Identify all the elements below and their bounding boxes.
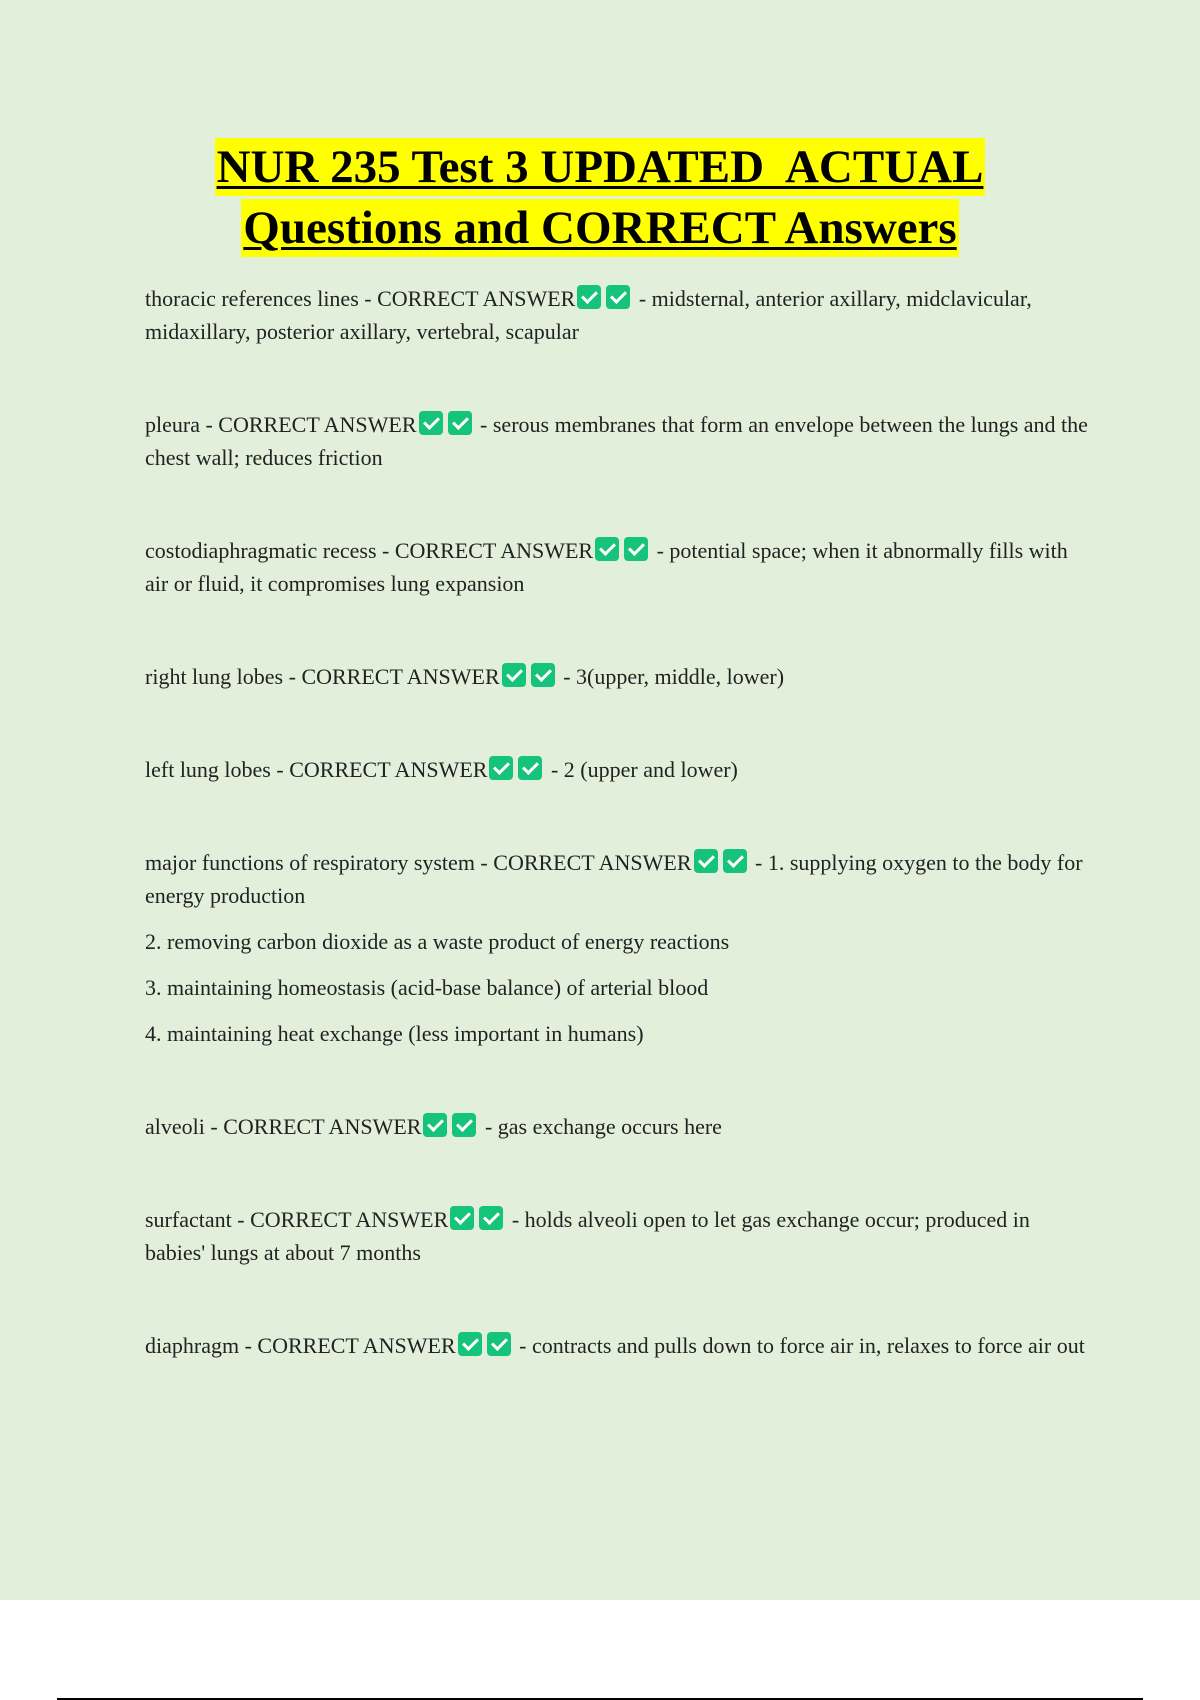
qa-text — [145, 1110, 1095, 1143]
qa-item — [145, 408, 1095, 474]
green-checkbox-icon — [489, 756, 513, 780]
qa-item — [145, 660, 1095, 693]
qa-item — [145, 846, 1095, 1050]
qa-text — [145, 282, 1095, 348]
correct-answer-label: CORRECT ANSWER — [377, 286, 576, 311]
qa-item — [145, 753, 1095, 786]
correct-answer-label: CORRECT ANSWER — [289, 757, 488, 782]
qa-item — [145, 1203, 1095, 1269]
green-checkbox-icon — [487, 1332, 511, 1356]
correct-answer-label: CORRECT ANSWER — [250, 1207, 449, 1232]
qa-list — [145, 282, 1095, 1362]
qa-text — [145, 660, 1095, 693]
green-checkbox-icon — [595, 537, 619, 561]
qa-term: left lung lobes - — [145, 757, 290, 782]
qa-answer: - potential space; when it abnormally fills with air or fluid, it compromises lung expansion — [145, 538, 1068, 596]
qa-answer: - holds alveoli open to let gas exchange occur; produced in babies' lungs at about 7 months — [145, 1207, 1030, 1265]
qa-text — [145, 753, 1095, 786]
green-checkbox-icon — [694, 849, 718, 873]
qa-answer: - contracts and pulls down to force air in, relaxes to force air out — [513, 1333, 1085, 1358]
qa-item — [145, 1110, 1095, 1143]
qa-term: pleura - — [145, 412, 219, 437]
qa-text — [145, 846, 1095, 912]
correct-answer-label: CORRECT ANSWER — [493, 850, 692, 875]
green-checkbox-icon — [577, 285, 601, 309]
green-checkbox-icon — [624, 537, 648, 561]
qa-answer: - serous membranes that form an envelope between the lungs and the chest wall; reduces friction — [145, 412, 1088, 470]
green-checkbox-icon — [452, 1113, 476, 1137]
green-checkbox-icon — [423, 1113, 447, 1137]
correct-answer-label: CORRECT ANSWER — [257, 1333, 456, 1358]
qa-answer: - 3(upper, middle, lower) — [557, 664, 785, 689]
green-checkbox-icon — [606, 285, 630, 309]
correct-answer-label: CORRECT ANSWER — [394, 538, 594, 563]
qa-text — [145, 1203, 1095, 1269]
green-checkbox-icon — [531, 663, 555, 687]
qa-answer: - 1. supplying oxygen to the body for energy production — [145, 850, 1083, 908]
green-checkbox-icon — [419, 411, 443, 435]
qa-term: alveoli - — [145, 1114, 224, 1139]
qa-text — [145, 1329, 1095, 1362]
qa-text — [145, 534, 1095, 600]
green-checkbox-icon — [518, 756, 542, 780]
title-line-2: Questions and CORRECT Answers — [241, 199, 958, 257]
qa-answer-continuation: 4. maintaining heat exchange (less important in humans) — [145, 1021, 644, 1046]
qa-item — [145, 282, 1095, 348]
qa-answer: - midsternal, anterior axillary, midclavicular, midaxillary, posterior axillary, vertebral, scapular — [145, 286, 1032, 344]
correct-answer-label: CORRECT ANSWER — [218, 412, 417, 437]
qa-answer-continuation: 2. removing carbon dioxide as a waste product of energy reactions — [145, 929, 730, 954]
qa-term: costodiaphragmatic recess - — [145, 538, 395, 563]
qa-term: right lung lobes - — [145, 664, 302, 689]
green-checkbox-icon — [458, 1332, 482, 1356]
qa-term: surfactant - — [145, 1207, 251, 1232]
qa-term: thoracic references lines - — [145, 286, 378, 311]
correct-answer-label: CORRECT ANSWER — [223, 1114, 422, 1139]
correct-answer-label: CORRECT ANSWER — [301, 664, 500, 689]
qa-text — [145, 408, 1095, 474]
qa-term: major functions of respiratory system - — [145, 850, 494, 875]
green-checkbox-icon — [723, 849, 747, 873]
qa-answer-continuation: 3. maintaining homeostasis (acid-base balance) of arterial blood — [145, 975, 709, 1000]
green-checkbox-icon — [450, 1206, 474, 1230]
green-checkbox-icon — [479, 1206, 503, 1230]
qa-item — [145, 534, 1095, 600]
green-checkbox-icon — [502, 663, 526, 687]
qa-answer: - gas exchange occurs here — [479, 1114, 722, 1139]
qa-answer: - 2 (upper and lower) — [545, 757, 738, 782]
qa-term: diaphragm - — [145, 1333, 258, 1358]
green-checkbox-icon — [448, 411, 472, 435]
title-line-1: NUR 235 Test 3 UPDATED ACTUAL — [215, 138, 986, 196]
document-title — [0, 138, 1200, 260]
qa-item — [145, 1329, 1095, 1362]
